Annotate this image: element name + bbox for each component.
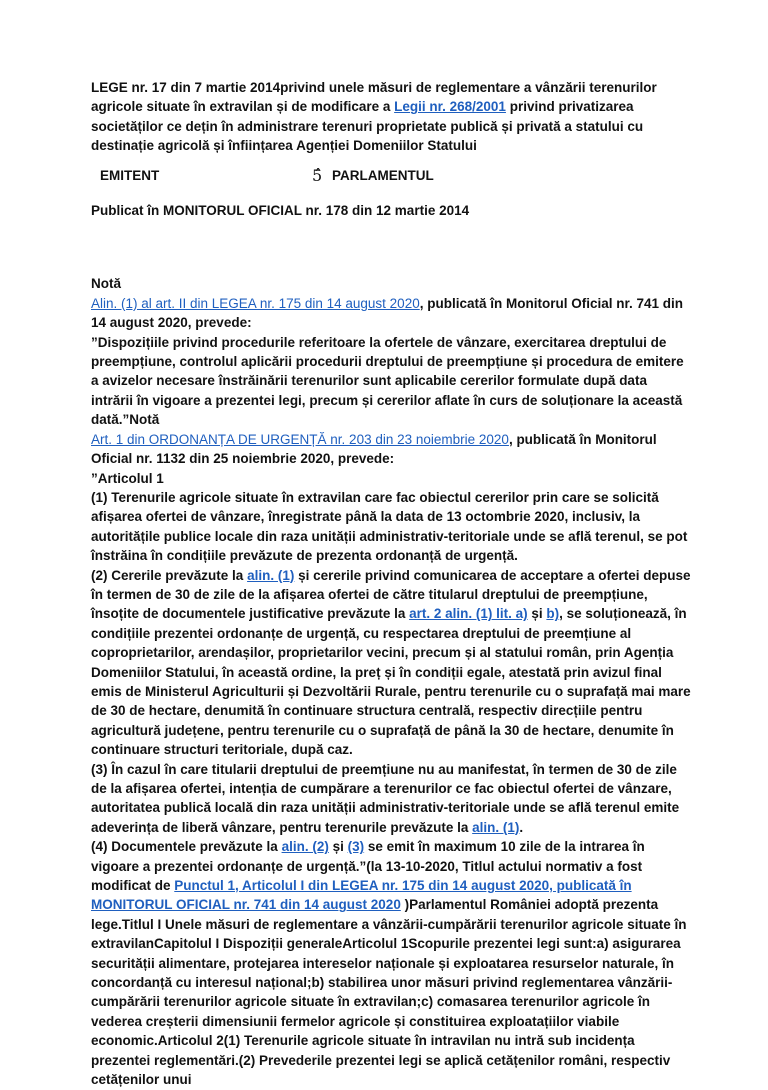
note-2 [91,430,691,469]
oug-203-link[interactable]: Art. 1 din ORDONANȚA DE URGENȚĂ nr. 203 din 23 noiembrie 2020 [91,431,509,447]
paragraph-2-text: și cererile privind comunicarea de acceptare a ofertei depuse în termen de 30 de zile de la afișarea ofertei de către titularul dreptului de preempțiune, însoțite de documentele justificative prevăzute la [91,567,691,622]
emitent-symbol: 5̂ [312,165,323,185]
document-body [91,294,691,1090]
paragraph-2-text: , se soluționează, în condițiile prezentei ordonanțe de urgență, cu respectarea dreptului de preemțiune al coproprietarilor, arendașilor, proprietarilor vecini, precum și al statului român, prin Agenția Domeniilor Statului, în această ordine, la preț și în condiții egale, atestată prin avizul final emis de Ministerul Agriculturii și Dezvoltării Rurale, pentru terenurile cu o suprafață mai mare de 30 de hectare, denumită în continuare structura centrală, respectiv direcțiile pentru agricultură județene, pentru terenurile cu o suprafață de până la 30 de hectare, denumite în continuare structuri teritoriale, după caz. [91,606,691,758]
alin-1-link-2[interactable]: alin. (1) [472,819,520,835]
nota-heading: Notă [91,276,121,292]
paragraph-4-text: (4) Documentele prevăzute la [91,839,282,855]
note-1-text: , publicată în Monitorul Oficial nr. 741 din 14 august 2020, prevede: [91,295,684,331]
paragraph-4-text: )Parlamentul României adoptă prezenta lege.Titlul I Unele măsuri de reglementare a vânzării-cumpărării terenurilor agricole situate în extravilanCapitolul I Dispoziții generaleArticolul 1Scopurile prezentei legi sunt:a) asigurarea securității alimentare, protejarea intereselor naționale și exploatarea resurselor naturale, în concordanță cu interesul național;b) stabilirea unor măsuri privind reglementarea vânzării-cumpărării terenurilor agricole situate în extravilan;c) comasarea terenurilor agricole în vederea creșterii dimensiunii fermelor agricole și constituirea exploatațiilor viabile economic.Articolul 2(1) Terenurile agricole situate în intravilan nu intră sub incidența prezentei reglementări.(2) Prevederile prezentei legi se aplică cetățenilor români, respectiv cetățenilor unui [91,897,687,1088]
emitent-label: EMITENT [100,167,160,183]
document-page [91,78,691,1090]
title-text-continued: privind privatizarea societăților ce dețin în administrare terenuri proprietate publică și privată a statului cu destinație agricolă și înființarea Agenției Domeniilor Statului [91,99,644,154]
paragraph-2-text: și [527,606,547,622]
emitent-value: PARLAMENTUL [332,167,434,183]
title-text: LEGE nr. 17 din 7 martie 2014privind unele măsuri de reglementare a vânzării terenurilor agricole situate în extravilan și de modificare a [91,80,657,115]
alin-3-link[interactable]: (3) [347,839,365,855]
legii-268-2001-link[interactable]: Legii nr. 268/2001 [394,99,506,115]
note-1 [91,294,691,333]
publication-info: Publicat în MONITORUL OFICIAL nr. 178 din 12 martie 2014 [91,203,470,219]
paragraph-2 [91,566,691,760]
article-heading: ”Articolul 1 [91,470,164,486]
paragraph-1: (1) Terenurile agricole situate în extravilan care fac obiectul cererilor prin care se solicită afișarea ofertei de vânzare, înregistrate până la data de 13 octombrie 2020, inclusiv, la autoritățile publice locale din raza unității administrativ-teritoriale unde se află terenul, se pot înstrăina în condițiile prevăzute de prezenta ordonanță de urgență. [91,489,688,564]
alin-1-link[interactable]: alin. (1) [247,567,295,583]
alin-2-link[interactable]: alin. (2) [281,839,329,855]
note-2-text: , publicată în Monitorul Oficial nr. 1132 din 25 noiembrie 2020, prevede: [91,431,657,467]
paragraph-3-text: (3) În cazul în care titularii dreptului de preemțiune nu au manifestat, în termen de 30 de zile de la afișarea ofertei, intenția de cumpărare a terenurilor ce fac obiectul ofertei de vânzare, autoritatea publică locală din raza unității administrativ-teritoriale unde se află terenul emite adeverința de liberă vânzare, pentru terenurile prevăzute la [91,761,680,835]
note-1-quote: ”Dispozițiile privind procedurile referitoare la ofertele de vânzare, exercitarea dreptului de preempțiune, controlul aplicării procedurii dreptului de preempțiune și procedura de emitere a avizelor necesare înstrăinării terenurilor sunt aplicabile cererilor formulate după data intrării în vigoare a prezentei legi, precum și cererilor aflate în curs de soluționare la această dată.”Notă [91,334,684,428]
emitent-row [91,166,691,185]
paragraph-4-text: și [328,839,348,855]
lege-175-link[interactable]: Alin. (1) al art. II din LEGEA nr. 175 din 14 august 2020 [91,295,420,311]
lit-b-link[interactable]: b) [546,606,560,622]
punctul-1-link[interactable]: Punctul 1, Articolul I din LEGEA nr. 175 din 14 august 2020, publicată în MONITORUL OFICIAL nr. 741 din 14 august 2020 [91,878,632,913]
paragraph-3-text: . [519,819,524,835]
paragraph-4 [91,837,691,1089]
paragraph-4-text: se emit în maximum 10 zile de la intrarea în vigoare a prezentei ordonanțe de urgență.”(la 13-10-2020, Titlul actului normativ a fost modificat de [91,839,645,894]
paragraph-2-text: (2) Cererile prevăzute la [91,567,248,583]
art-2-alin-1-lit-a-link[interactable]: art. 2 alin. (1) lit. a) [409,606,528,622]
law-title [91,78,691,156]
paragraph-3 [91,760,691,838]
